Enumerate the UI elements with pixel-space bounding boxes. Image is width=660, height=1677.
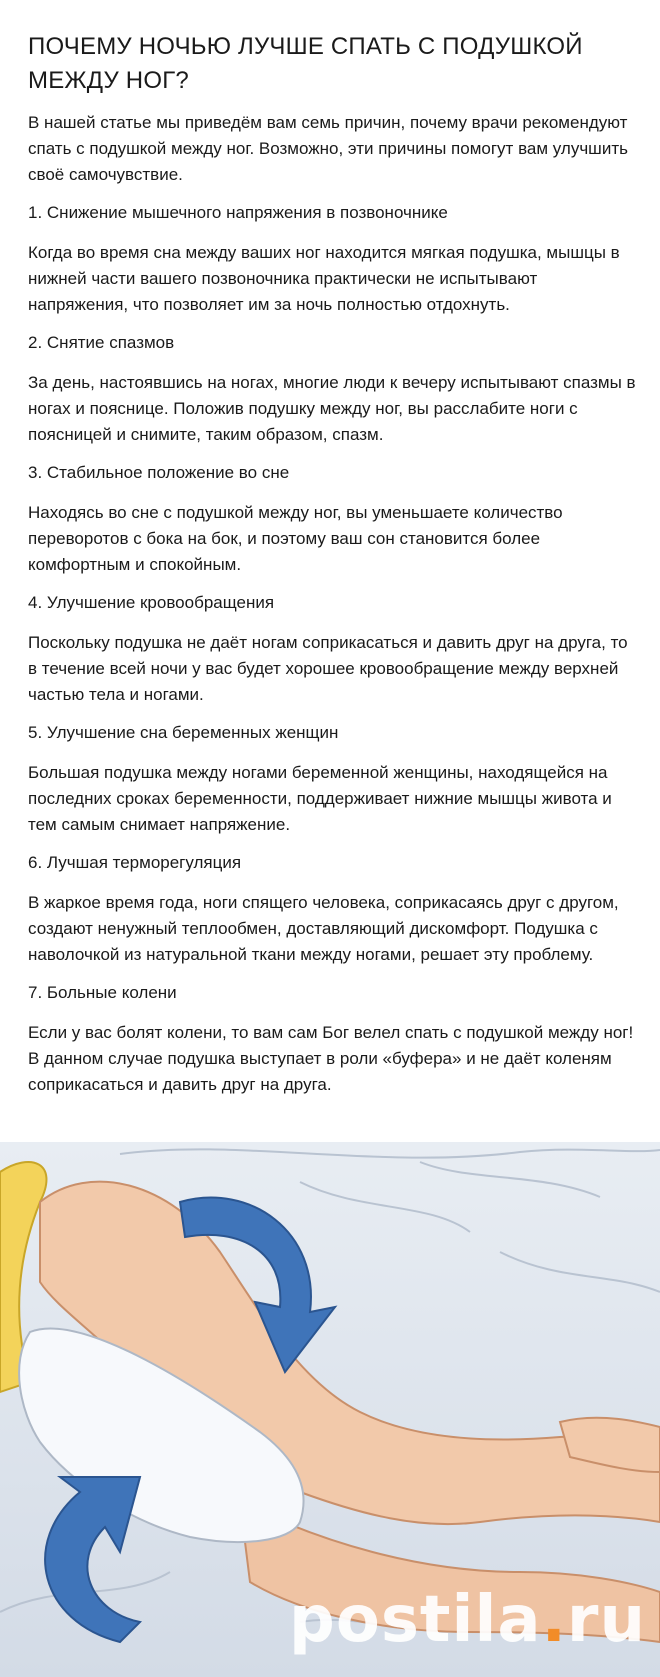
section-4 [28, 590, 640, 708]
article-intro: В нашей статье мы приведём вам семь причин, почему врачи рекомендуют спать с подушкой между ног. Возможно, эти причины помогут вам улучшить своё самочувствие. [28, 113, 628, 184]
section-text: Если у вас болят колени, то вам сам Бог велел спать с подушкой между ног! В данном случае подушка выступает в роли «буфера» и не даёт коленям соприкасаться и давить друг на друга. [28, 1023, 634, 1094]
section-heading: 2. Снятие спазмов [28, 333, 175, 352]
section-1 [28, 200, 640, 318]
section-text: Находясь во сне с подушкой между ног, вы уменьшаете количество переворотов с бока на бок, и поэтому ваш сон становится более комфортным и спокойным. [28, 503, 563, 574]
article-title: ПОЧЕМУ НОЧЬЮ ЛУЧШЕ СПАТЬ С ПОДУШКОЙ МЕЖДУ НОГ? [28, 33, 583, 94]
section-heading: 4. Улучшение кровообращения [28, 593, 275, 612]
section-text: Когда во время сна между ваших ног находится мягкая подушка, мышцы в нижней части вашего позвоночника практически не испытывают напряжения, что позволяет им за ночь полностью отдохнуть. [28, 243, 620, 314]
section-heading: 1. Снижение мышечного напряжения в позвоночнике [28, 203, 448, 222]
watermark-tld: ru [566, 1583, 646, 1657]
section-text: Поскольку подушка не даёт ногам соприкасаться и давить друг на друга, то в течение всей ночи у вас будет хорошее кровообращение между верхней частью тела и ногами. [28, 633, 628, 704]
sleeping-with-pillow-illustration [0, 1142, 660, 1677]
section-7 [28, 980, 640, 1098]
section-text: Большая подушка между ногами беременной женщины, находящейся на последних сроках беременности, поддерживает нижние мышцы живота и тем самым снимает напряжение. [28, 763, 612, 834]
section-2 [28, 330, 640, 448]
watermark-dot: . [541, 1583, 567, 1657]
watermark-name: postila [289, 1583, 542, 1657]
section-text: В жаркое время года, ноги спящего человека, соприкасаясь друг с другом, создают ненужный теплообмен, доставляющий дискомфорт. Подушка с наволочкой из натуральной ткани между ногами, решает эту проблему. [28, 893, 619, 964]
section-heading: 3. Стабильное положение во сне [28, 463, 290, 482]
section-heading: 6. Лучшая терморегуляция [28, 853, 242, 872]
section-6 [28, 850, 640, 968]
section-text: За день, настоявшись на ногах, многие люди к вечеру испытывают спазмы в ногах и пояснице. Положив подушку между ног, вы расслабите ноги с поясницей и снимите, таким образом, спазм. [28, 373, 636, 444]
section-3 [28, 460, 640, 578]
section-heading: 7. Больные колени [28, 983, 177, 1002]
postila-watermark [289, 1583, 646, 1657]
article [28, 30, 640, 1110]
section-5 [28, 720, 640, 838]
section-heading: 5. Улучшение сна беременных женщин [28, 723, 339, 742]
